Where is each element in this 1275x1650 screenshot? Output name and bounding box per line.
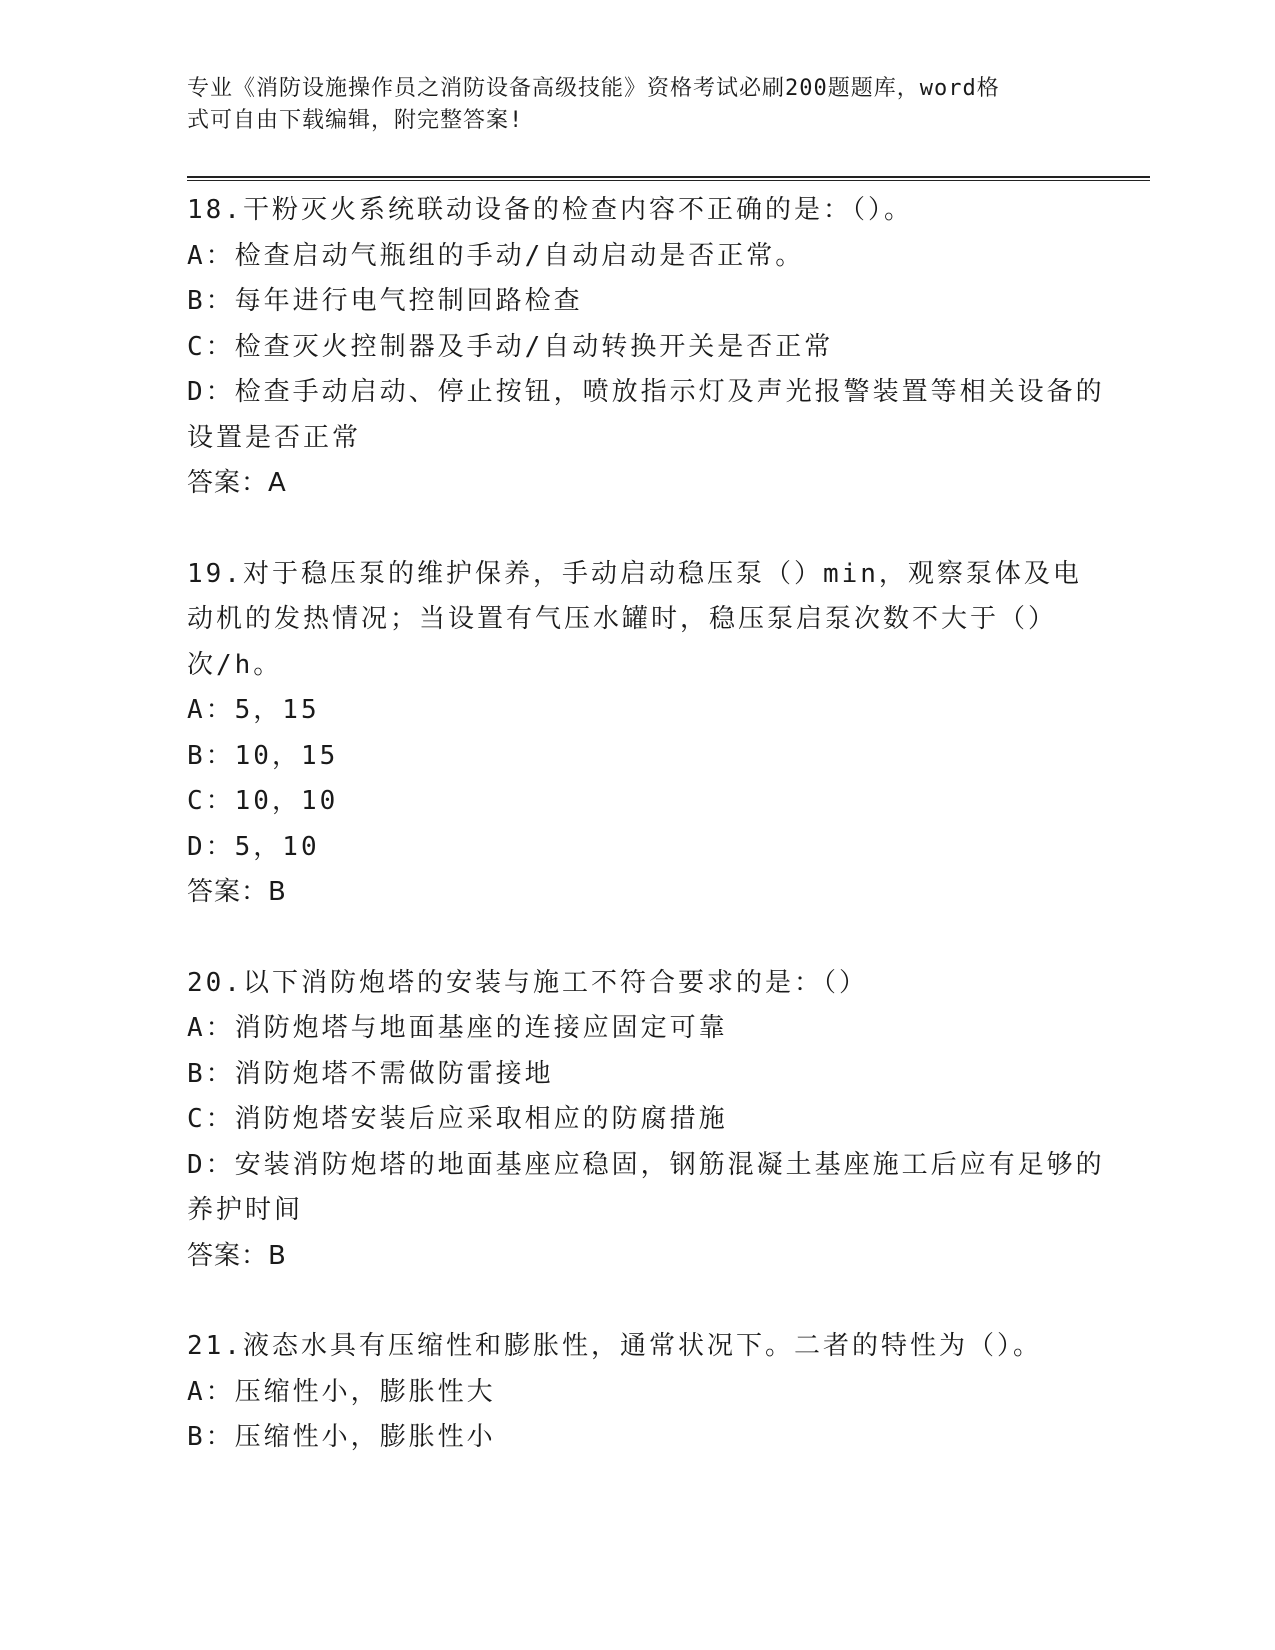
question-20 — [187, 961, 1107, 1280]
question-18 — [187, 188, 1107, 507]
option-b: B：每年进行电气控制回路检查 — [187, 286, 583, 316]
option-d: D：检查手动启动、停止按钮，喷放指示灯及声光报警装置等相关设备的设置是否正常 — [187, 377, 1105, 453]
option-c: C：检查灭火控制器及手动/自动转换开关是否正常 — [187, 331, 834, 362]
question-19 — [187, 552, 1107, 916]
answer-line: 答案：A — [187, 468, 287, 498]
option-b: B：消防炮塔不需做防雷接地 — [187, 1058, 554, 1089]
option-a: A：消防炮塔与地面基座的连接应固定可靠 — [187, 1013, 728, 1043]
question-list — [187, 188, 1107, 1506]
answer-line: 答案：B — [187, 1240, 287, 1271]
question-stem: 20.以下消防炮塔的安装与施工不符合要求的是：（） — [187, 967, 868, 998]
header-line-2: 式可自由下载编辑，附完整答案! — [187, 108, 524, 133]
question-stem: 21.液态水具有压缩性和膨胀性，通常状况下。二者的特性为（）。 — [187, 1331, 1042, 1361]
option-a: A：压缩性小，膨胀性大 — [187, 1376, 496, 1407]
question-stem: 18.干粉灭火系统联动设备的检查内容不正确的是：（）。 — [187, 195, 913, 225]
option-c: C：消防炮塔安装后应采取相应的防腐措施 — [187, 1104, 728, 1134]
header-line-1: 专业《消防设施操作员之消防设备高级技能》资格考试必刷200题题库，word格 — [187, 76, 1000, 101]
option-d: D：5，10 — [187, 831, 320, 862]
option-b: B：10，15 — [187, 740, 339, 771]
option-a: A：5，15 — [187, 695, 320, 725]
option-d: D：安装消防炮塔的地面基座应稳固，钢筋混凝土基座施工后应有足够的养护时间 — [187, 1149, 1105, 1225]
option-c: C：10，10 — [187, 786, 339, 816]
answer-line: 答案：B — [187, 877, 287, 907]
question-21 — [187, 1324, 1107, 1461]
document-header — [187, 73, 1067, 137]
option-a: A：检查启动气瓶组的手动/自动启动是否正常。 — [187, 240, 805, 271]
question-stem: 19.对于稳压泵的维护保养，手动启动稳压泵（）min，观察泵体及电动机的发热情况；当设置有气压水罐时，稳压泵启泵次数不大于（）次/h。 — [187, 558, 1082, 680]
header-divider — [187, 176, 1150, 181]
option-b: B：压缩性小，膨胀性小 — [187, 1422, 496, 1452]
